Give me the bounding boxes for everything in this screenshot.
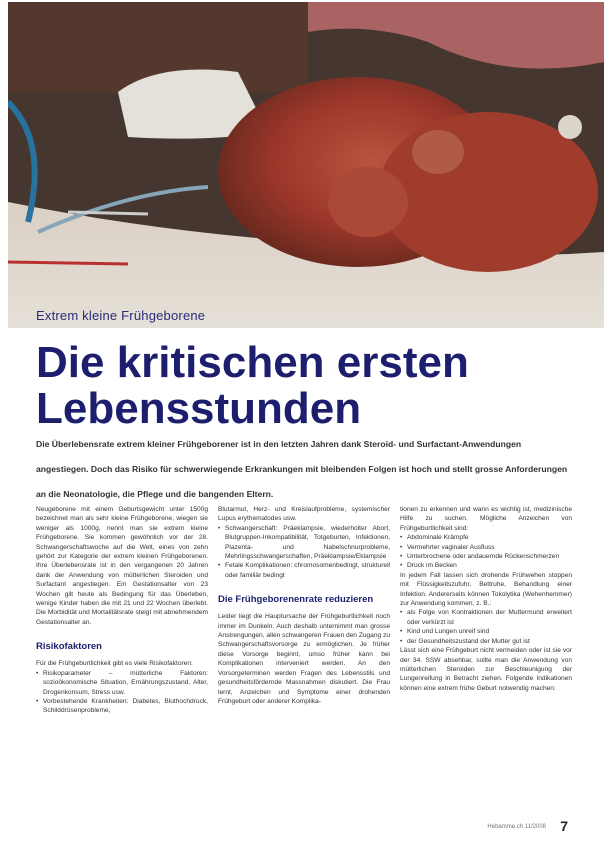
list-item: • Risikoparameter – mütterliche Faktoren: sozioökonomische Situation, Ernährungszustand, Alter, Drogenkonsum, Stress usw. — [36, 669, 208, 697]
list-item: • als Folge von Kontraktionen der Muttermund erweitert oder verkürzt ist — [400, 608, 572, 627]
heading-fruehgeborenenrate: Die Frühgeborenenrate reduzieren — [218, 594, 374, 606]
col2-bullet-list — [218, 524, 390, 580]
list-item: • Unterbrochene oder andauernde Rückenschmerzen — [400, 552, 572, 561]
col3-outro: Lässt sich eine Frühgeburt nicht vermeiden oder ist sie vor der 34. SSW absehbar, sollte man die Anwendung von mütterlichen Steroiden zur Beschleunigung der Lungenreifung in Betracht ziehen. Folgende Indikationen können eine extrem frühe Geburt notwendig machen: — [400, 647, 572, 692]
section-kicker: Extrem kleine Frühgeborene — [36, 308, 206, 323]
col3-bullet-list-2 — [400, 608, 572, 646]
heading-risikofaktoren: Risikofaktoren — [36, 641, 102, 653]
list-item: • der Gesundheitszustand der Mutter gut ist — [400, 637, 572, 646]
col1-risk-intro: Für die Frühgeburtlichkeit gibt es viele Risikofaktoren: — [36, 660, 193, 668]
list-item: • Schwangerschaft: Präeklampsie, wiederholter Abort, Blutgruppen-Inkompatibilität, Totgeburten, Infektionen, Plazenta- und Nabelschnurprobleme, Mehrlingsschwangerschaften, Präeklampsie/Eklampsie — [218, 524, 390, 562]
column-3 — [400, 505, 572, 693]
list-item: • Fetale Komplikationen: chromosomenbedingt, strukturell oder familiär bedingt — [218, 561, 390, 580]
list-item: • Kind und Lungen unreif sind — [400, 627, 572, 636]
headline: Die kritischen ersten Lebensstunden — [36, 338, 469, 433]
list-item: • Druck im Becken — [400, 561, 572, 570]
col2-intro: Blutarmut, Herz- und Kreislaufprobleme, systemischer Lupus erythematodes usw. — [218, 506, 390, 523]
premature-infant-photo — [8, 2, 604, 328]
col2-body: Leider liegt die Hauptursache der Frühgeburtlichkeit noch immer im Dunkeln. Auch deshalb unternimmt man grosse Anstrengungen, allen schwangeren Frauen den Zugang zu Schwangerschaftsvorsorge zu ermöglichen. Je früher diese Vorsorge beginnt, umso früher kann bei Komplikationen interveniert werden. An den Vorsorgeterminen werden Fragen des Lebensstils und gesundheitsfördernde Massnahmen diskutiert. Die Frau lernt, Anzeichen und Symptome einer drohenden Frühgeburt oder anderer Komplika- — [218, 613, 390, 705]
column-2 — [218, 505, 390, 706]
journal-footer: Hebamme.ch 11/2008 — [487, 824, 546, 830]
col3-body: In jedem Fall lassen sich drohende Frühwehen stoppen mit Flüssigkeitszufuhr, Bettruhe, Behandlung einer Infektion. Andererseits können Tokolytika (Wehenhemmer) zur Anwendung kommen, z. B.: — [400, 571, 572, 608]
list-item: • Vorbestehende Krankheiten: Diabetes, Bluthochdruck, Schilddrüsenprobleme, — [36, 697, 208, 716]
list-item: • Vermehrter vaginaler Ausfluss — [400, 543, 572, 552]
col3-bullet-list — [400, 533, 572, 571]
col1-bullet-list — [36, 669, 208, 716]
col1-intro: Neugeborene mit einem Geburtsgewicht unter 1500g bezeichnet man als sehr kleine Frühgeborene, wiegen sie weniger als 1000g, nennt man sie extrem kleine Frühgeborene. Sie kommen gewöhnlich vor der 28. Schwangerschaftswoche auf die Welt, eines von zehn gehört zur Kategorie der extrem kleinen Frühgeborenen. Ihre Überlebensrate ist in den vergangenen 20 Jahren dank der Anwendung von mütterlichen Steroiden und Surfactant angestiegen. Ein Gestationsalter von 23 Wochen gilt heute als Bedingung für das Überleben, wenige Kinder haben die mit 21 und 22 Wochen überlebt. Die Morbidität und Mortalitätsrate steigt mit abnehmendem Gestationsalter an. — [36, 506, 208, 626]
list-item: • Abdominale Krämpfe — [400, 533, 572, 542]
col3-intro: tionen zu erkennen und wann es wichtig ist, medizinische Hilfe zu suchen. Mögliche Anzeichen von Frühgeburtlichkeit sind: — [400, 506, 572, 532]
page-number: 7 — [560, 818, 568, 834]
cover-photo — [8, 2, 604, 328]
lead-paragraph: Die Überlebensrate extrem kleiner Frühgeborener ist in den letzten Jahren dank Steroid- und Surfactant-Anwendungen angestiegen. Doch das Risiko für schwerwiegende Erkrankungen mit bleibenden Folgen ist hoch und stellt grosse Anforderungen an die Neonatologie, die Pflege und die bangenden Eltern. — [36, 439, 568, 499]
column-1 — [36, 505, 208, 716]
